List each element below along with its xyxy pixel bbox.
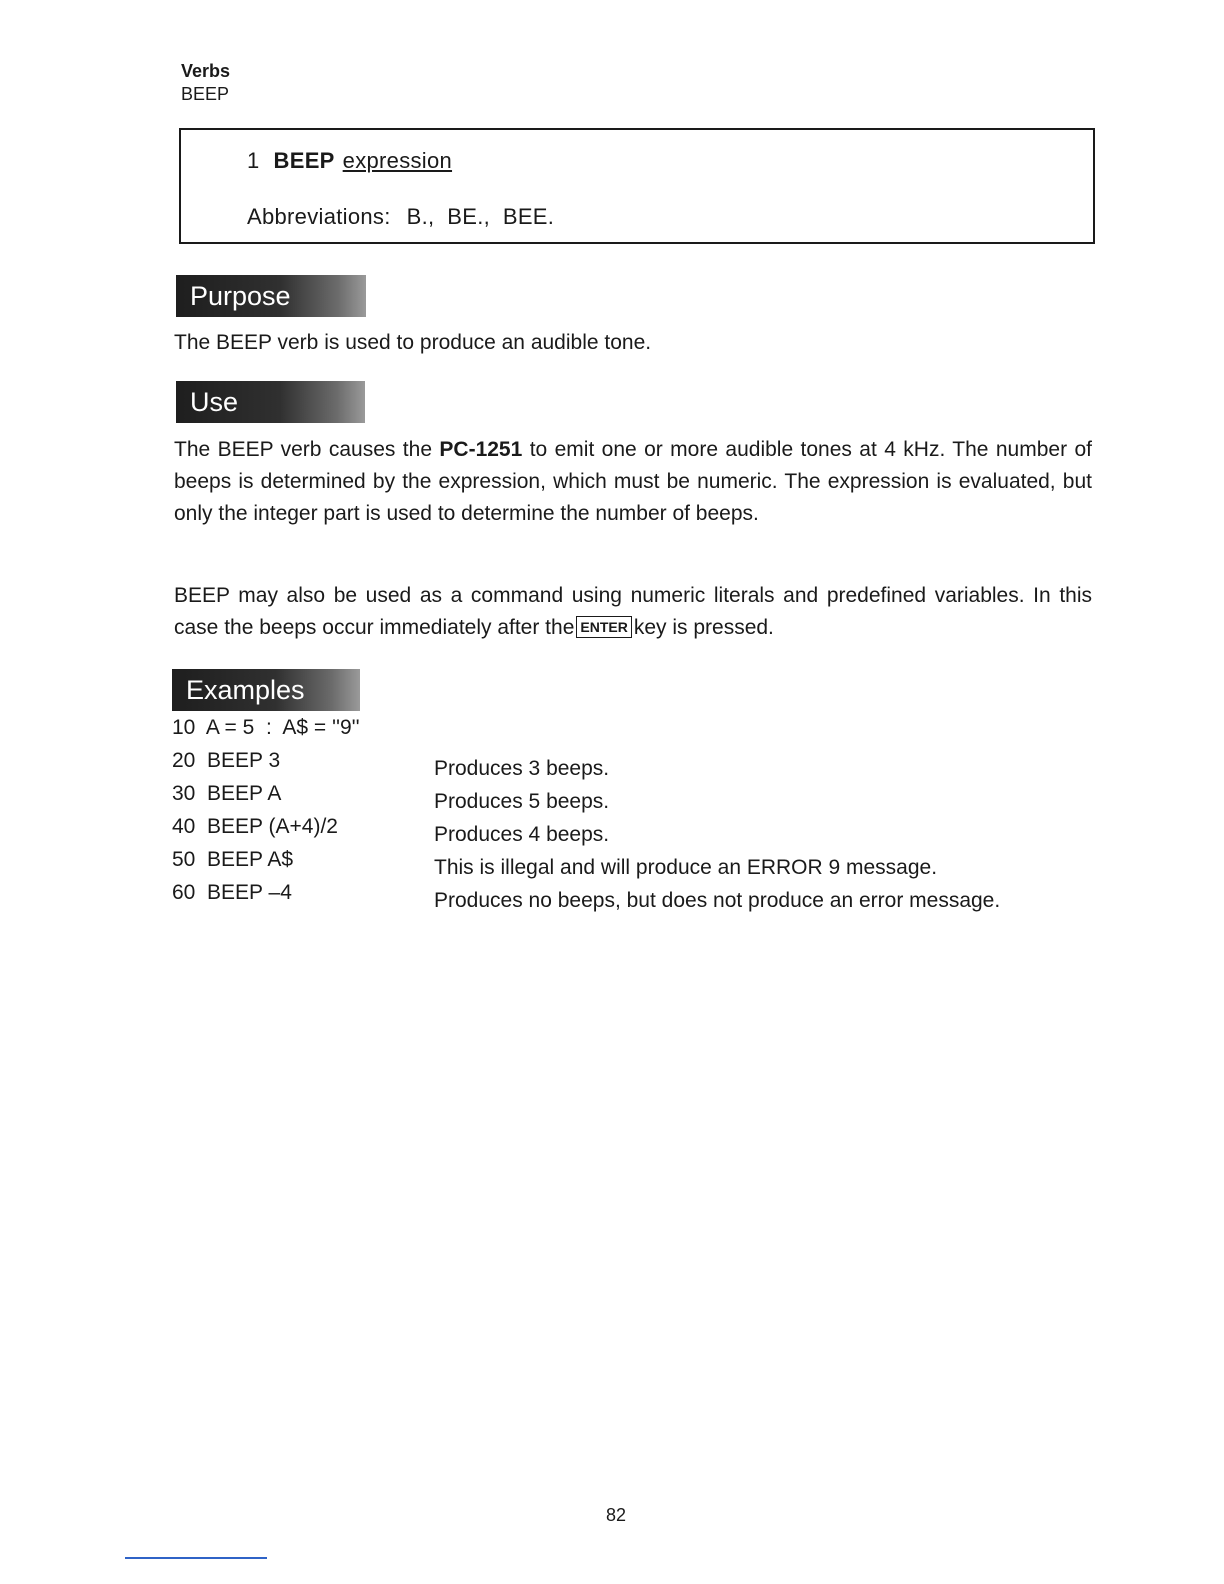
example-description: This is illegal and will produce an ERROR 9 message.: [434, 856, 938, 879]
section-title: Verbs: [181, 61, 231, 81]
example-description: Produces 3 beeps.: [434, 757, 610, 780]
syntax-form: [247, 148, 452, 174]
use-p2-pre: BEEP may also be used as a command using numeric literals and predefined variables. In this case the beeps occur immediately after the: [174, 584, 1092, 639]
example-description: Produces no beeps, but does not produce an error message.: [434, 889, 1001, 912]
purpose-text: The BEEP verb is used to produce an audible tone.: [174, 331, 652, 354]
page-number: 82: [605, 1505, 627, 1525]
use-p1-post: to emit one or more audible tones at 4 kHz. The number of beeps is determined by the expression, which must be numeric. The expression is evaluated, but only the integer part is used to determine the number of beeps.: [174, 438, 1092, 525]
example-row: [172, 782, 1102, 815]
footer-rule: [125, 1557, 267, 1559]
example-description: Produces 4 beeps.: [434, 823, 610, 846]
use-paragraph-1: [174, 434, 1092, 530]
example-row: [172, 815, 1102, 848]
syntax-parameter: expression: [342, 148, 453, 173]
example-code: 40 BEEP (A+4)/2: [172, 815, 338, 838]
example-row: [172, 881, 1102, 914]
use-paragraph-2: [174, 580, 1092, 644]
syntax-box: [179, 128, 1095, 244]
enter-key-icon: ENTER: [576, 616, 631, 638]
example-code: 20 BEEP 3: [172, 749, 281, 772]
example-row: [172, 716, 1102, 749]
use-p2-post: key is pressed.: [633, 616, 774, 639]
abbreviations-label: Abbreviations:: [247, 204, 391, 229]
examples-heading: Examples: [172, 669, 360, 711]
purpose-heading: Purpose: [176, 275, 366, 317]
abbreviations-list: B., BE., BEE.: [406, 204, 555, 229]
use-p1-pre: The BEEP verb causes the: [174, 438, 432, 461]
example-code: 60 BEEP –4: [172, 881, 292, 904]
example-code: 30 BEEP A: [172, 782, 282, 805]
example-description: Produces 5 beeps.: [434, 790, 610, 813]
example-code: 10 A = 5 : A$ = ''9'': [172, 716, 360, 739]
model-name: PC-1251: [439, 438, 523, 461]
verb-title: BEEP: [181, 84, 230, 104]
syntax-form-number: 1: [247, 148, 260, 173]
example-description: [434, 716, 1102, 749]
running-header: [181, 60, 230, 106]
syntax-abbreviations: [247, 204, 554, 230]
examples-list: [172, 716, 1102, 914]
use-heading: Use: [176, 381, 365, 423]
example-row: [172, 848, 1102, 881]
example-code: 50 BEEP A$: [172, 848, 294, 871]
example-row: [172, 749, 1102, 782]
syntax-keyword: BEEP: [273, 148, 335, 173]
